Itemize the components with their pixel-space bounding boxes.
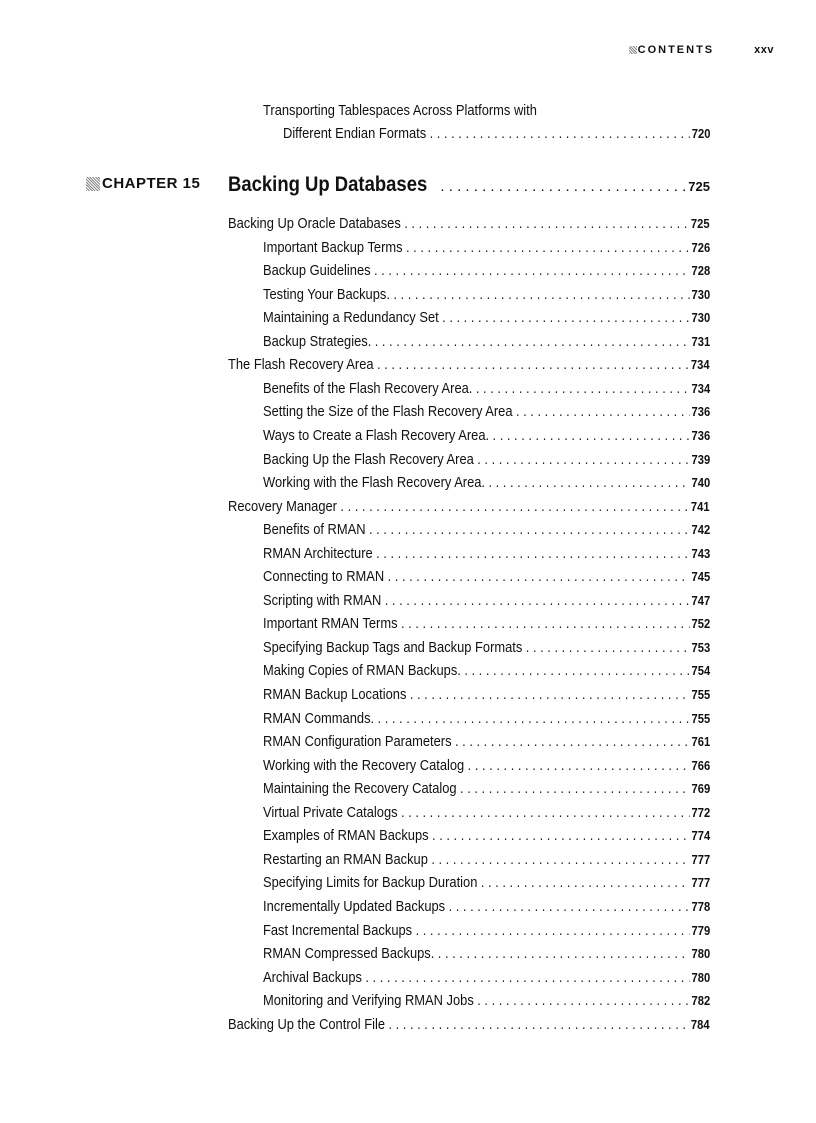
- leader-dots: [404, 214, 689, 233]
- leader-dots: [416, 921, 690, 940]
- toc-entry-page: 774: [691, 828, 711, 844]
- leader-dots: [401, 614, 690, 633]
- toc-entry-page: 731: [691, 333, 711, 349]
- running-header: [629, 44, 774, 56]
- toc-entry[interactable]: [263, 732, 710, 751]
- toc-entry-continued[interactable]: [283, 124, 710, 143]
- toc-entry-title: RMAN Compressed Backups.: [263, 945, 435, 963]
- toc-entry-title: Connecting to RMAN: [263, 568, 385, 586]
- toc-entry[interactable]: [228, 355, 710, 374]
- leader-dots: [376, 544, 690, 563]
- toc-entry-title: Virtual Private Catalogs: [263, 803, 398, 821]
- toc-entry-title: Different Endian Formats: [283, 125, 427, 142]
- toc-entry[interactable]: [263, 873, 710, 892]
- toc-entry[interactable]: [263, 944, 710, 963]
- toc-entry[interactable]: [263, 803, 710, 822]
- leader-dots: [388, 1015, 689, 1034]
- toc-entry[interactable]: [263, 402, 710, 421]
- toc-entry[interactable]: [228, 497, 710, 516]
- leader-dots: [481, 873, 690, 892]
- toc-entry-title: Archival Backups: [263, 968, 362, 986]
- leader-dots: [388, 567, 690, 586]
- toc-entry-title: Specifying Backup Tags and Backup Formats: [263, 638, 523, 656]
- toc-entry-title: RMAN Backup Locations: [263, 686, 407, 703]
- toc-entry-page: 777: [691, 851, 711, 867]
- toc-entry-title: Backing Up the Flash Recovery Area: [263, 450, 474, 468]
- leader-dots: [460, 779, 690, 798]
- toc-entry[interactable]: [263, 661, 710, 680]
- toc-entry-title: Backup Guidelines: [263, 262, 371, 280]
- toc-entry-title: Monitoring and Verifying RMAN Jobs: [263, 992, 474, 1010]
- toc-entry[interactable]: [263, 685, 710, 704]
- toc-entry-title: Working with the Recovery Catalog: [263, 756, 465, 774]
- toc-entry[interactable]: [228, 1015, 710, 1034]
- toc-entry-page: 777: [691, 875, 711, 891]
- chapter-page: 725: [688, 179, 710, 194]
- toc-entry-page: 772: [691, 804, 711, 820]
- toc-entry[interactable]: [263, 968, 710, 987]
- chapter-title-row[interactable]: [228, 173, 710, 197]
- toc-entry-title: Recovery Manager: [228, 497, 337, 515]
- leader-dots: [406, 238, 690, 257]
- leader-dots: [365, 968, 689, 987]
- toc-entry[interactable]: [263, 591, 710, 610]
- toc-entry-page: 766: [691, 757, 711, 773]
- leader-dots: [468, 756, 690, 775]
- leader-dots: [526, 638, 690, 657]
- leader-dots: [449, 897, 690, 916]
- toc-entry-title: Backing Up Oracle Databases: [228, 215, 401, 232]
- chapter-title: Backing Up Databases: [228, 173, 428, 196]
- toc-entry-page: 734: [690, 357, 710, 373]
- leader-dots: [375, 332, 690, 351]
- toc-entry-page: 726: [691, 239, 711, 255]
- toc-entry[interactable]: [263, 897, 710, 916]
- toc-entry-page: 730: [691, 286, 711, 302]
- chapter-marker-icon: [86, 177, 100, 191]
- toc-entry-title: Specifying Limits for Backup Duration: [263, 874, 478, 892]
- leader-dots: [477, 991, 690, 1010]
- toc-entry-title: Restarting an RMAN Backup: [263, 850, 428, 868]
- toc-entry[interactable]: [263, 332, 710, 351]
- toc-entry-title: Fast Incremental Backups: [263, 921, 413, 939]
- toc-entry-title: Working with the Flash Recovery Area.: [263, 474, 486, 492]
- toc-entry[interactable]: [263, 638, 710, 657]
- toc-entry-title: Testing Your Backups.: [263, 285, 390, 303]
- toc-entry-page: 743: [691, 545, 711, 561]
- toc-entry-title: Important RMAN Terms: [263, 615, 398, 633]
- toc-entry[interactable]: [263, 450, 710, 469]
- toc-entry-title: Making Copies of RMAN Backups.: [263, 662, 461, 680]
- toc-entry-title: The Flash Recovery Area: [228, 356, 374, 374]
- leader-dots: [477, 450, 690, 469]
- toc-entry-title: Benefits of RMAN: [263, 521, 366, 539]
- leader-dots: [438, 944, 690, 963]
- toc-entry[interactable]: [263, 567, 710, 586]
- leader-dots: [464, 661, 689, 680]
- toc-entry-title: Setting the Size of the Flash Recovery Area: [263, 403, 513, 421]
- toc-entry-page: 725: [690, 216, 710, 231]
- toc-entry-title: Ways to Create a Flash Recovery Area.: [263, 426, 490, 444]
- toc-entry-page: 736: [691, 404, 711, 420]
- toc-entry-title: RMAN Configuration Parameters: [263, 733, 452, 751]
- toc-entry[interactable]: [263, 921, 710, 940]
- toc-entry[interactable]: [263, 285, 710, 304]
- toc-entry-title: Maintaining the Recovery Catalog: [263, 780, 457, 798]
- toc-entry[interactable]: [263, 308, 710, 327]
- toc-entry-title: Maintaining a Redundancy Set: [263, 309, 439, 327]
- toc-entry[interactable]: [263, 379, 710, 398]
- chapter-label: [86, 175, 200, 192]
- leader-dots: [377, 355, 689, 374]
- toc-entry-title: Backing Up the Control File: [228, 1015, 386, 1033]
- leader-dots: [385, 591, 690, 610]
- toc-entry[interactable]: [263, 614, 710, 633]
- toc-entry-title: Backup Strategies.: [263, 332, 372, 350]
- toc-entry-page: 761: [691, 734, 711, 750]
- page-numeral: xxv: [754, 44, 774, 56]
- toc-entry[interactable]: [263, 473, 710, 492]
- toc-entry-continued-line1[interactable]: [263, 101, 710, 120]
- leader-dots: [455, 732, 690, 751]
- toc-entry-title: Important Backup Terms: [263, 238, 403, 256]
- toc-entry-page: 747: [691, 592, 711, 608]
- section-marker-icon: [629, 46, 637, 54]
- toc-entry-page: 739: [691, 451, 711, 467]
- toc-entry-page: 782: [691, 993, 711, 1009]
- toc-entry-title: Examples of RMAN Backups: [263, 827, 429, 845]
- leader-dots: [432, 826, 690, 845]
- toc-entry-title: Scripting with RMAN: [263, 591, 382, 609]
- toc-entry[interactable]: [263, 826, 710, 845]
- leader-dots: [393, 285, 689, 304]
- leader-dots: [340, 497, 689, 516]
- toc-entry[interactable]: [263, 238, 710, 257]
- toc-entry-page: 730: [691, 310, 711, 326]
- toc-entry-page: 752: [691, 616, 711, 632]
- toc-entry-page: 728: [691, 263, 711, 279]
- toc-entry-title: Benefits of the Flash Recovery Area.: [263, 379, 473, 397]
- toc-entry-page: 780: [691, 969, 711, 985]
- toc-entry[interactable]: [263, 520, 710, 539]
- toc-entry-page: 778: [691, 898, 711, 914]
- leader-dots: [476, 379, 690, 398]
- toc-entry-page: 780: [691, 946, 711, 962]
- toc-entry-page: 736: [691, 427, 711, 443]
- chapter-number: CHAPTER 15: [102, 175, 201, 192]
- leader-dots: [374, 261, 690, 280]
- leader-dots: [442, 308, 690, 327]
- toc-entry-page: 784: [690, 1016, 710, 1032]
- toc-entry-page: 754: [691, 663, 711, 679]
- leader-dots: [369, 520, 690, 539]
- toc-entry-page: 742: [691, 522, 711, 538]
- toc-entry[interactable]: [263, 756, 710, 775]
- leader-dots: [493, 426, 690, 445]
- toc-entry-page: 753: [691, 639, 711, 655]
- leader-dots: [401, 803, 690, 822]
- toc-entry-title: Incrementally Updated Backups: [263, 897, 446, 915]
- toc-entry-page: 755: [691, 710, 711, 726]
- toc-entry[interactable]: [263, 779, 710, 798]
- leader-dots: [431, 850, 689, 869]
- toc-entry[interactable]: [263, 261, 710, 280]
- toc-entry[interactable]: [263, 426, 710, 445]
- toc-entry-title: Transporting Tablespaces Across Platforms with: [263, 102, 537, 119]
- leader-dots: [488, 473, 689, 492]
- toc-entry[interactable]: [228, 214, 710, 233]
- toc-entry-page: 720: [691, 126, 711, 141]
- toc-entry-page: 745: [691, 569, 711, 585]
- toc-entry[interactable]: [263, 709, 710, 728]
- toc-entry-page: 740: [691, 475, 711, 491]
- toc-entry-page: 779: [691, 922, 711, 938]
- toc-entry-title: RMAN Commands.: [263, 709, 375, 727]
- toc-entry-page: 734: [691, 380, 711, 396]
- leader-dots: [440, 178, 686, 195]
- toc-entry-page: 741: [690, 498, 710, 514]
- leader-dots: [378, 709, 690, 728]
- leader-dots: [430, 124, 690, 143]
- toc-entry[interactable]: [263, 850, 710, 869]
- toc-entry-page: 769: [691, 781, 711, 797]
- leader-dots: [410, 685, 690, 704]
- toc-entry-page: 755: [691, 687, 711, 702]
- toc-entry[interactable]: [263, 991, 710, 1010]
- running-header-section: CONTENTS: [637, 44, 715, 56]
- toc-entry-title: RMAN Architecture: [263, 544, 373, 562]
- leader-dots: [516, 402, 690, 421]
- toc-entry[interactable]: [263, 544, 710, 563]
